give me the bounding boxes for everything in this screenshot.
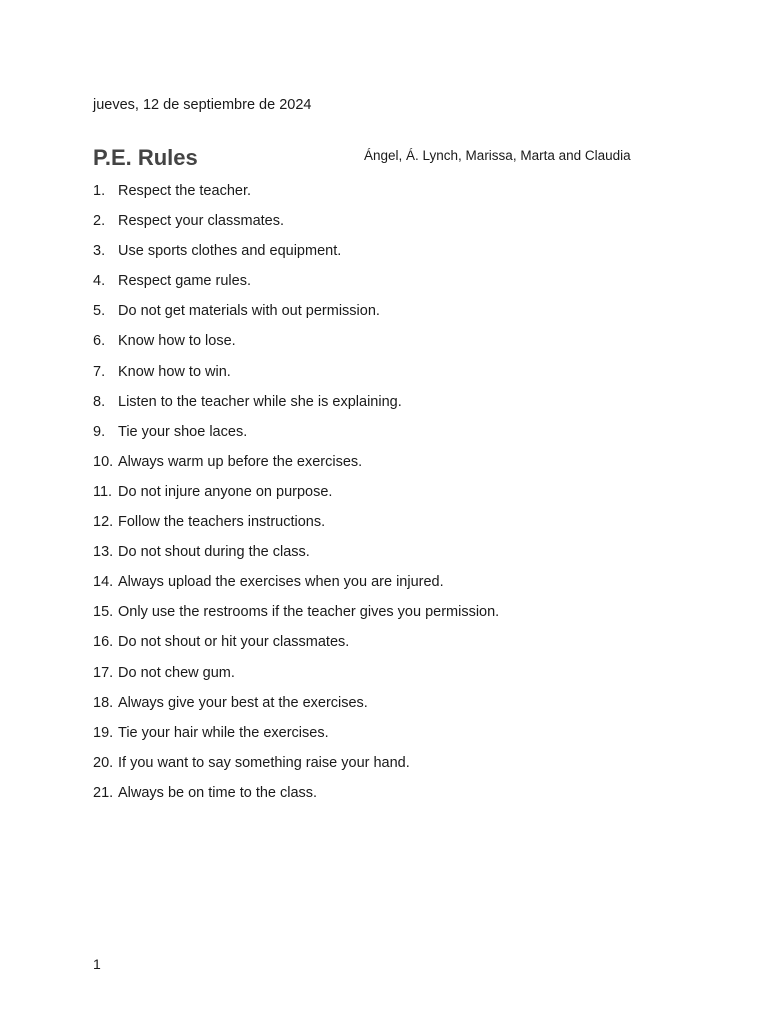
rule-text: Always warm up before the exercises. bbox=[118, 453, 363, 470]
rule-item bbox=[93, 784, 499, 814]
rule-number: 14. bbox=[93, 574, 114, 591]
rule-text: Respect game rules. bbox=[118, 273, 251, 290]
rule-number: 12. bbox=[93, 514, 114, 531]
rule-item bbox=[93, 363, 499, 393]
rule-number: 7. bbox=[93, 363, 106, 380]
rule-text: Respect the teacher. bbox=[118, 183, 251, 199]
rule-item bbox=[93, 603, 499, 633]
rule-number: 18. bbox=[93, 694, 114, 711]
rule-text: Do not chew gum. bbox=[118, 664, 235, 681]
rule-number: 15. bbox=[93, 604, 114, 621]
rule-text: Follow the teachers instructions. bbox=[118, 514, 326, 531]
rule-item bbox=[93, 543, 499, 573]
rule-text: Tie your shoe laces. bbox=[118, 423, 248, 440]
rule-item bbox=[93, 423, 499, 453]
rule-number: 11. bbox=[93, 483, 113, 500]
rule-number: 8. bbox=[93, 393, 106, 410]
rule-item bbox=[93, 453, 499, 483]
rule-number: 10. bbox=[93, 453, 114, 470]
rule-number: 5. bbox=[93, 303, 106, 320]
rule-number: 21. bbox=[93, 784, 114, 801]
authors-line: Ángel, Á. Lynch, Marissa, Marta and Claudia bbox=[364, 148, 631, 163]
rule-item bbox=[93, 633, 499, 663]
rule-number: 4. bbox=[93, 273, 106, 290]
rule-item bbox=[93, 513, 499, 543]
rule-number: 2. bbox=[93, 213, 106, 230]
rule-item bbox=[93, 664, 499, 694]
document-date: jueves, 12 de septiembre de 2024 bbox=[93, 97, 312, 113]
rule-text: Know how to lose. bbox=[118, 333, 236, 350]
rule-text: Always give your best at the exercises. bbox=[118, 694, 368, 711]
rule-text: Know how to win. bbox=[118, 363, 231, 380]
rule-item bbox=[93, 242, 499, 272]
rule-item bbox=[93, 212, 499, 242]
rule-item bbox=[93, 182, 499, 212]
rule-text: Do not get materials with out permission. bbox=[118, 303, 380, 320]
rule-number: 13. bbox=[93, 544, 114, 561]
rule-number: 17. bbox=[93, 664, 114, 681]
rule-text: Always upload the exercises when you are injured. bbox=[118, 574, 444, 591]
rule-item bbox=[93, 573, 499, 603]
rule-number: 3. bbox=[93, 243, 106, 260]
page-number: 1 bbox=[93, 956, 101, 972]
rule-text: Do not shout or hit your classmates. bbox=[118, 634, 350, 651]
rule-text: Only use the restrooms if the teacher gives you permission. bbox=[118, 604, 500, 621]
rule-text: Do not injure anyone on purpose. bbox=[118, 483, 333, 500]
rule-number: 16. bbox=[93, 634, 114, 651]
rule-text: Use sports clothes and equipment. bbox=[118, 243, 342, 260]
page-title: P.E. Rules bbox=[93, 145, 198, 170]
rule-item bbox=[93, 694, 499, 724]
rule-text: Listen to the teacher while she is explaining. bbox=[118, 393, 402, 410]
rule-text: Respect your classmates. bbox=[118, 213, 285, 230]
rule-number: 20. bbox=[93, 754, 114, 771]
rule-number: 9. bbox=[93, 423, 106, 440]
rule-text: Do not shout during the class. bbox=[118, 544, 310, 561]
rule-text: Tie your hair while the exercises. bbox=[118, 724, 329, 741]
rule-number: 1. bbox=[93, 183, 106, 199]
rule-item bbox=[93, 483, 499, 513]
rule-text: If you want to say something raise your hand. bbox=[118, 754, 410, 771]
rule-item bbox=[93, 724, 499, 754]
rule-item bbox=[93, 272, 499, 302]
rule-item bbox=[93, 393, 499, 423]
rule-item bbox=[93, 302, 499, 332]
rule-item bbox=[93, 754, 499, 784]
rule-text: Always be on time to the class. bbox=[118, 784, 318, 801]
rules-list bbox=[93, 182, 499, 814]
rule-number: 19. bbox=[93, 724, 114, 741]
rule-number: 6. bbox=[93, 333, 106, 350]
rule-item bbox=[93, 332, 499, 362]
